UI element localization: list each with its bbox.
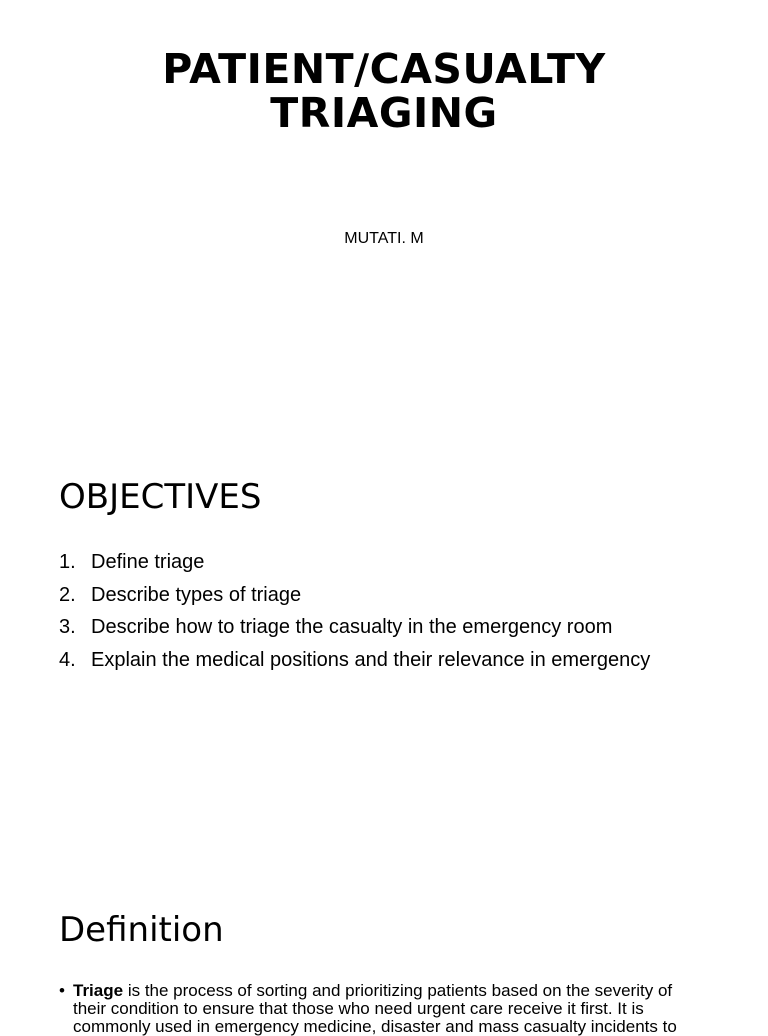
list-item-number: 1.	[59, 551, 76, 573]
bullet-icon: •	[59, 981, 65, 1000]
list-item-text: Define triage	[91, 551, 205, 573]
author-name: MUTATI. M	[344, 230, 424, 247]
list-item-number: 2.	[59, 583, 76, 606]
definition-heading: Definition	[59, 910, 224, 950]
title-line-2: TRIAGING	[270, 89, 498, 138]
definition-term: Triage	[73, 981, 124, 1000]
list-item	[59, 548, 650, 581]
list-item-text: Explain the medical positions and their relevance in emergency	[91, 648, 651, 671]
list-item	[59, 613, 650, 646]
list-item-text: Describe how to triage the casualty in the emergency room	[91, 616, 613, 639]
list-item-number: 4.	[59, 648, 76, 671]
definition-bullet	[59, 982, 709, 1036]
definition-text	[73, 982, 709, 1036]
page-title	[0, 45, 768, 138]
objectives-heading: OBJECTIVES	[59, 477, 262, 517]
title-line-1: PATIENT/CASUALTY	[162, 45, 606, 94]
title-slide	[0, 0, 768, 420]
list-item-number: 3.	[59, 616, 76, 639]
list-item-text: Describe types of triage	[91, 583, 302, 606]
list-item	[59, 646, 650, 679]
list-item	[59, 581, 650, 614]
definition-description: is the process of sorting and prioritizing patients based on the severity of their condition to ensure that those who need urgent care receive it first. It is commonly used in emergency medicine, disaster and mass casualty incidents to	[73, 981, 677, 1036]
objectives-list	[59, 548, 650, 678]
